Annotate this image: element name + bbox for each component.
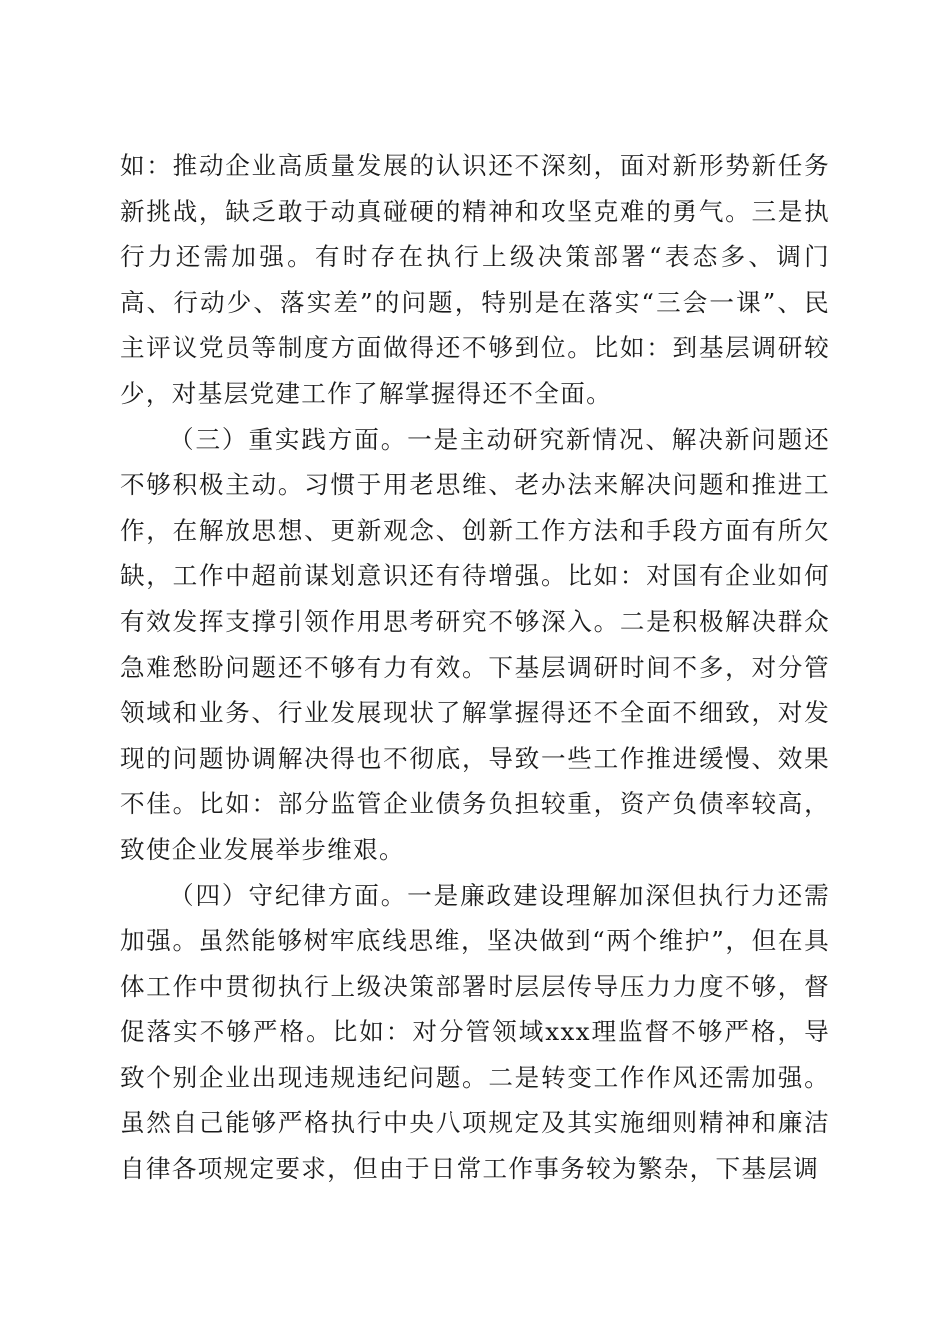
document-body bbox=[120, 143, 830, 1192]
paragraph-discipline: （四）守纪律方面。一是廉政建设理解加深但执行力还需加强。虽然能够树牢底线思维，坚决做到“两个维护”，但在具体工作中贯彻执行上级决策部署时层层传导压力力度不够，督促落实不够严格。比如：对分管领域xxx理监督不够严格，导致个别企业出现违规违纪问题。二是转变工作作风还需加强。虽然自己能够严格执行中央八项规定及其实施细则精神和廉洁自律各项规定要求，但由于日常工作事务较为繁杂，下基层调 bbox=[120, 880, 830, 1184]
paragraph-practice: （三）重实践方面。一是主动研究新情况、解决新问题还不够积极主动。习惯于用老思维、老办法来解决问题和推进工作，在解放思想、更新观念、创新工作方法和手段方面有所欠缺，工作中超前谋划意识还有待增强。比如：对国有企业如何有效发挥支撑引领作用思考研究不够深入。二是积极解决群众急难愁盼问题还不够有力有效。下基层调研时间不多，对分管领域和业务、行业发展现状了解掌握得还不全面不细致，对发现的问题协调解决得也不彻底，导致一些工作推进缓慢、效果不佳。比如：部分监管企业债务负担较重，资产负债率较高，致使企业发展举步维艰。 bbox=[120, 424, 830, 864]
paragraph-continuation: 如：推动企业高质量发展的认识还不深刻，面对新形势新任务新挑战，缺乏敢于动真碰硬的精神和攻坚克难的勇气。三是执行力还需加强。有时存在执行上级决策部署“表态多、调门高、行动少、落实差”的问题，特别是在落实“三会一课”、民主评议党员等制度方面做得还不够到位。比如：到基层调研较少，对基层党建工作了解掌握得还不全面。 bbox=[120, 151, 830, 408]
